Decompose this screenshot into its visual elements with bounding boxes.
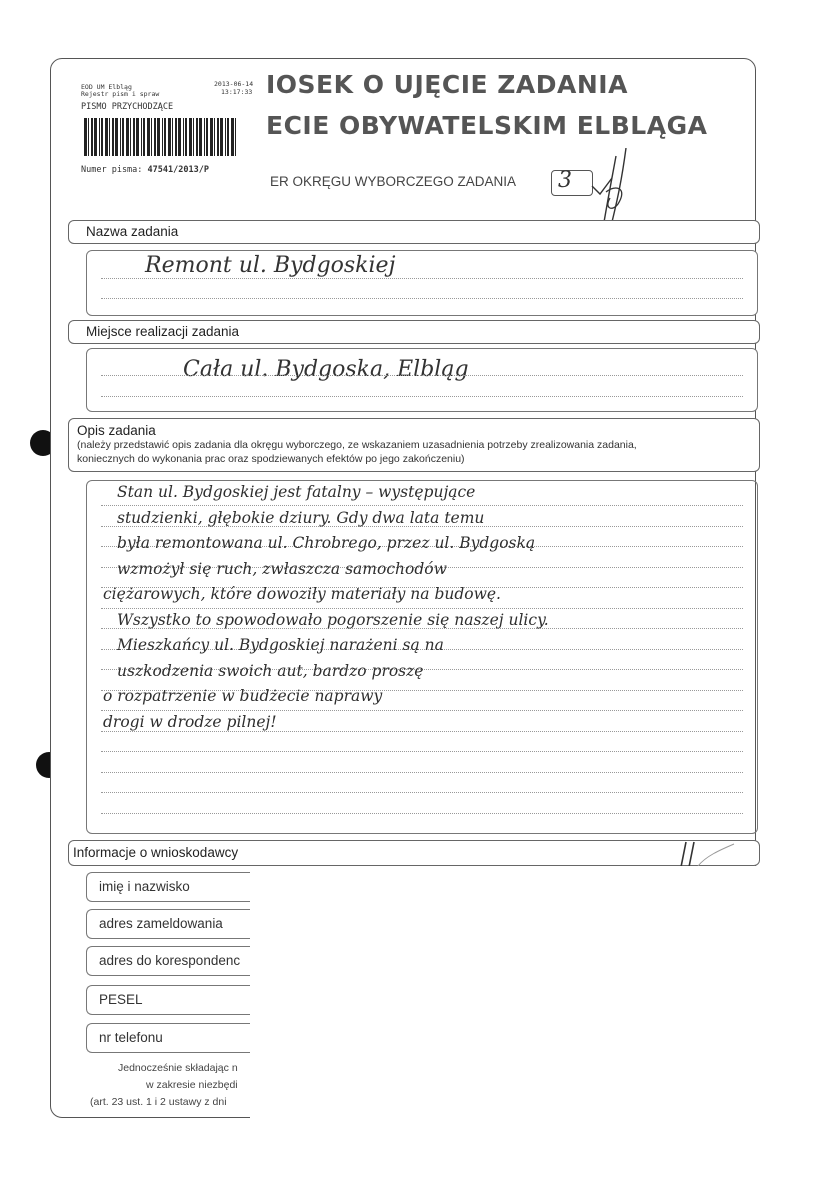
applicant-pesel-field[interactable]: PESEL bbox=[86, 985, 336, 1015]
task-name-field[interactable] bbox=[86, 250, 758, 316]
stamp-register: Rejestr pism i spraw bbox=[81, 90, 160, 98]
dotted-line bbox=[101, 751, 743, 752]
district-number-box[interactable] bbox=[551, 170, 593, 196]
description-line: była remontowana ul. Chrobrego, przez ul. Bydgoską bbox=[117, 534, 536, 552]
description-line: drogi w drodze pilnej! bbox=[103, 712, 277, 731]
dotted-line bbox=[101, 278, 743, 279]
description-line: Stan ul. Bydgoskiej jest fatalny – występujące bbox=[117, 483, 476, 501]
applicant-address-field[interactable]: adres zameldowania bbox=[86, 909, 336, 939]
footer-line-1: Jednocześnie składając n bbox=[118, 1062, 238, 1074]
description-line: ciężarowych, które dowoziły materiały na budowę. bbox=[103, 585, 501, 603]
registry-stamp bbox=[78, 78, 264, 186]
stamp-time: 13:17:33 bbox=[221, 88, 253, 96]
footer-line-3: (art. 23 ust. 1 i 2 ustawy z dni bbox=[90, 1096, 227, 1108]
description-line: Mieszkańcy ul. Bydgoskiej narażeni są na bbox=[117, 636, 444, 654]
description-line: wzmożył się ruch, zwłaszcza samochodów bbox=[117, 559, 447, 578]
footer-line-2: w zakresie niezbędi bbox=[146, 1079, 238, 1091]
redaction-cover bbox=[250, 866, 756, 1122]
applicant-correspondence-field[interactable]: adres do korespondenc bbox=[86, 946, 336, 976]
form-title-line2: ECIE OBYWATELSKIM ELBLĄGA bbox=[266, 111, 708, 140]
district-number-value: 3 bbox=[558, 168, 572, 193]
task-name-header: Nazwa zadania bbox=[68, 220, 760, 244]
stamp-office: EOD UM Elbląg bbox=[81, 83, 132, 91]
form-title-line1: IOSEK O UJĘCIE ZADANIA bbox=[266, 70, 628, 99]
location-field[interactable] bbox=[86, 348, 758, 412]
applicant-name-field[interactable]: imię i nazwisko bbox=[86, 872, 336, 902]
dotted-line bbox=[101, 505, 743, 506]
applicant-phone-field[interactable]: nr telefonu bbox=[86, 1023, 336, 1053]
description-header bbox=[68, 418, 760, 472]
stamp-date: 2013-06-14 bbox=[214, 80, 254, 88]
description-instruction-1: (należy przedstawić opis zadania dla okręgu wyborczego, ze wskazaniem uzasadnienia potrzeby zrealizowania zadania, bbox=[77, 439, 637, 451]
description-field[interactable] bbox=[86, 480, 758, 834]
stamp-number-label: Numer pisma: 47541/2013/P bbox=[81, 165, 209, 175]
dotted-line bbox=[101, 608, 743, 609]
location-value: Cała ul. Bydgoska, Elbląg bbox=[183, 357, 469, 382]
description-instruction-2: koniecznych do wykonania prac oraz spodziewanych efektów po jego zakończeniu) bbox=[77, 453, 465, 465]
stamp-type: PISMO PRZYCHODZĄCE bbox=[81, 102, 174, 112]
dotted-line bbox=[101, 772, 743, 773]
description-title: Opis zadania bbox=[77, 423, 156, 438]
task-name-value: Remont ul. Bydgoskiej bbox=[145, 253, 396, 278]
location-header: Miejsce realizacji zadania bbox=[68, 320, 760, 344]
dotted-line bbox=[101, 792, 743, 793]
description-line: uszkodzenia swoich aut, bardzo proszę bbox=[117, 661, 424, 680]
dotted-line bbox=[101, 710, 743, 711]
district-label: ER OKRĘGU WYBORCZEGO ZADANIA bbox=[270, 174, 517, 189]
description-line: Wszystko to spowodowało pogorszenie się naszej ulicy. bbox=[117, 610, 549, 629]
dotted-line bbox=[101, 396, 743, 397]
dotted-line bbox=[101, 375, 743, 376]
dotted-line bbox=[101, 731, 743, 732]
applicant-info-header: Informacje o wnioskodawcy bbox=[68, 840, 760, 866]
dotted-line bbox=[101, 298, 743, 299]
stamp-number-value: 47541/2013/P bbox=[147, 165, 209, 175]
dotted-line bbox=[101, 813, 743, 814]
barcode bbox=[82, 118, 242, 156]
description-line: o rozpatrzenie w budżecie naprawy bbox=[103, 687, 383, 705]
description-line: studzienki, głębokie dziury. Gdy dwa lata temu bbox=[117, 508, 485, 527]
